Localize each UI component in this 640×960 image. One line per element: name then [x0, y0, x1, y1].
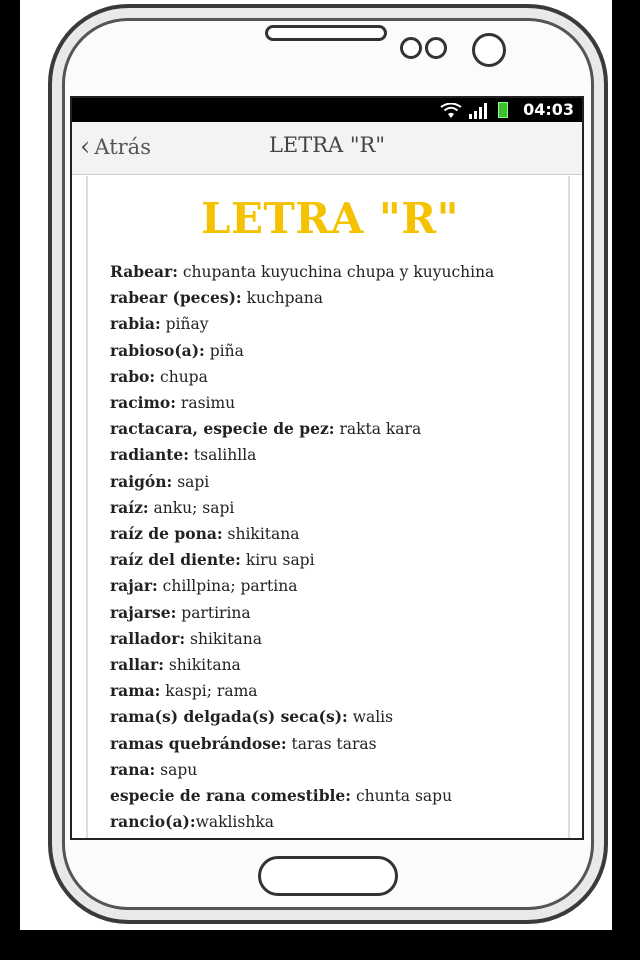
list-item — [110, 731, 550, 757]
entry-term: rabioso(a): — [110, 340, 205, 360]
list-item — [110, 547, 550, 573]
list-item — [110, 626, 550, 652]
entry-definition: piñay — [160, 315, 209, 334]
entry-term: rama: — [110, 681, 161, 701]
wifi-icon — [440, 103, 462, 119]
letter-heading: LETRA "R" — [200, 194, 460, 243]
back-label: Atrás — [94, 135, 151, 159]
list-item — [110, 442, 550, 468]
battery-icon — [498, 102, 508, 118]
entry-definition: sapi — [172, 472, 210, 491]
entry-definition: chupanta kuyuchina chupa y kuyuchina — [177, 263, 495, 281]
list-item — [110, 704, 550, 730]
entry-term: rallar: — [110, 655, 164, 675]
screen — [70, 96, 584, 840]
entry-term: rama(s) delgada(s) seca(s): — [110, 707, 348, 727]
entry-term: raigón: — [110, 471, 173, 491]
entry-definition: shikitana — [222, 525, 300, 544]
entry-term: rancio(a): — [110, 812, 196, 832]
entry-definition: kuchpana — [241, 289, 323, 308]
list-item — [110, 521, 550, 547]
entry-term: rana: — [110, 759, 156, 779]
entry-list — [110, 259, 550, 835]
entry-term: racimo: — [110, 393, 176, 413]
entry-definition: kiru sapi — [240, 551, 315, 570]
list-item — [110, 311, 550, 337]
entry-term: rajarse: — [110, 602, 177, 622]
entry-definition: piña — [204, 341, 244, 360]
entry-definition: rasimu — [176, 394, 236, 413]
entry-definition: shikitana — [163, 656, 241, 675]
entry-term: raíz: — [110, 497, 149, 517]
sensor-icon — [425, 37, 447, 59]
entry-term: raíz de pona: — [110, 524, 223, 544]
entry-term: ramas quebrándose: — [110, 733, 287, 753]
list-item — [110, 783, 550, 809]
entry-definition: kaspi; rama — [160, 682, 258, 701]
speaker-grille — [265, 25, 387, 41]
content-area — [86, 176, 570, 838]
list-item — [110, 652, 550, 678]
list-item — [110, 757, 550, 783]
entry-term: ractacara, especie de pez: — [110, 419, 335, 439]
entry-term: especie de rana comestible: — [110, 786, 352, 806]
entry-definition: chillpina; partina — [157, 577, 298, 596]
list-item — [110, 390, 550, 416]
entry-definition: rakta kara — [334, 420, 422, 439]
entry-definition: tsalihlla — [189, 446, 257, 465]
list-item — [110, 364, 550, 390]
entry-term: rabo: — [110, 366, 156, 386]
chevron-left-icon: ‹ — [80, 132, 91, 162]
entry-definition: chupa — [155, 367, 208, 386]
list-item — [110, 338, 550, 364]
entry-term: rabear (peces): — [110, 288, 242, 308]
list-item — [110, 416, 550, 442]
entry-definition: shikitana — [185, 629, 262, 648]
list-item — [110, 809, 550, 835]
entry-definition: chunta sapu — [351, 787, 453, 806]
entry-term: rajar: — [110, 576, 158, 596]
list-item — [110, 600, 550, 626]
list-item — [110, 259, 550, 285]
camera-icon — [472, 33, 506, 67]
entry-definition: taras taras — [286, 734, 377, 753]
entry-definition: waklishka — [195, 813, 274, 832]
page-title: LETRA "R" — [268, 133, 386, 157]
list-item — [110, 285, 550, 311]
status-bar — [72, 98, 582, 122]
entry-term: raíz del diente: — [110, 550, 241, 570]
entry-term: Rabear: — [110, 262, 178, 281]
entry-term: rallador: — [110, 628, 186, 648]
list-item — [110, 495, 550, 521]
signal-icon — [468, 103, 488, 119]
list-item — [110, 573, 550, 599]
entry-term: rabia: — [110, 314, 161, 334]
entry-definition: anku; sapi — [148, 498, 235, 517]
entry-definition: walis — [347, 708, 394, 727]
sensor-icon — [400, 37, 422, 59]
list-item — [110, 469, 550, 495]
entry-term: radiante: — [110, 445, 189, 465]
entry-definition: partirina — [176, 603, 251, 622]
home-button[interactable] — [258, 856, 398, 896]
entry-definition: sapu — [155, 760, 198, 779]
list-item — [110, 678, 550, 704]
nav-bar — [72, 122, 582, 175]
status-time: 04:03 — [523, 100, 574, 119]
